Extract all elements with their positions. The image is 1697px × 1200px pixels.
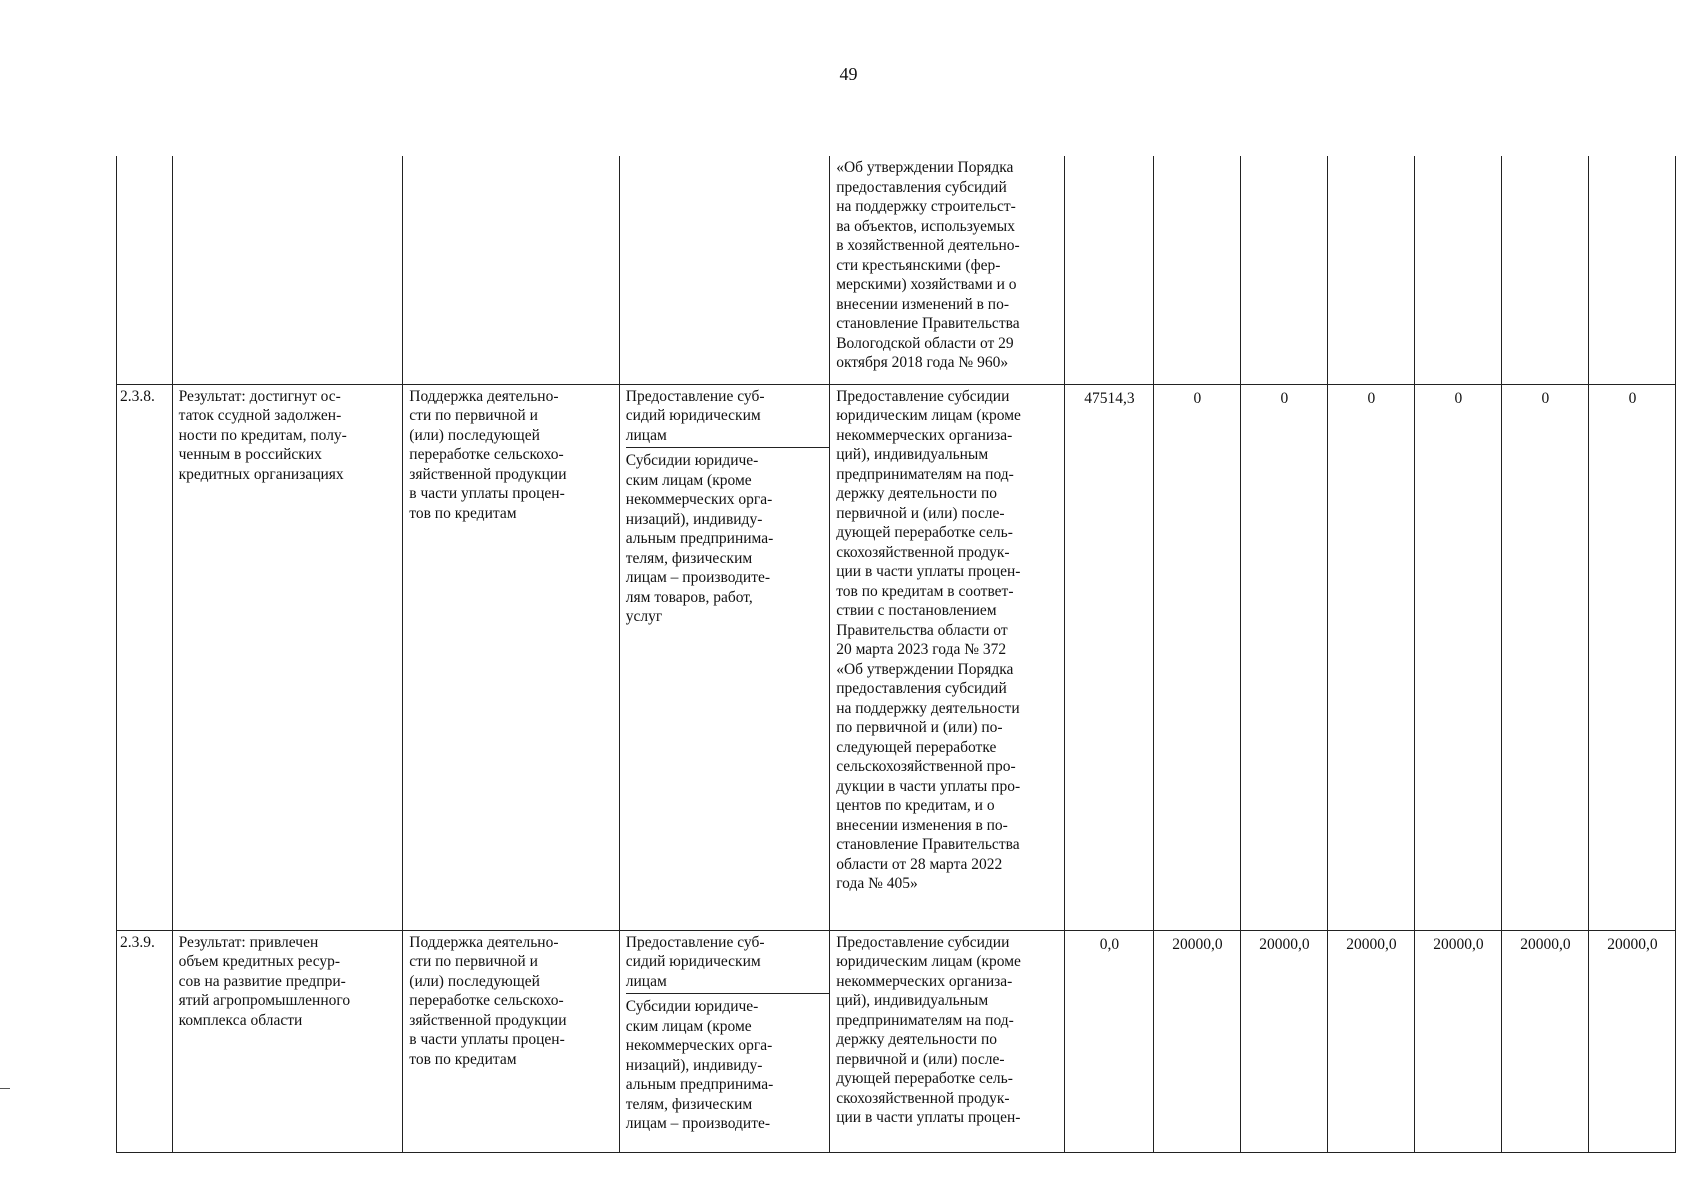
cell-value: 0,0 <box>1064 930 1153 1152</box>
cell-result: Результат: достигнут ос- таток ссудной задолжен- ности по кредитам, полу- ченным в российских кредитных организациях <box>172 384 403 930</box>
cell-support: Поддержка деятельно- сти по первичной и (или) последующей переработке сельскохо- зяйственной продукции в части уплаты процен- тов по кредитам <box>403 384 619 930</box>
cell-value: 20000,0 <box>1588 930 1675 1152</box>
cell-form <box>619 384 829 930</box>
table-row <box>117 930 1676 1152</box>
cell-value: 20000,0 <box>1240 930 1327 1152</box>
cell-support: Поддержка деятельно- сти по первичной и (или) последующей переработке сельскохо- зяйственной продукции в части уплаты процен- тов по кредитам <box>403 930 619 1152</box>
cell-value <box>1588 156 1675 384</box>
form-recipients: Субсидии юридиче- ским лицам (кроме некоммерческих орга- низаций), индивиду- альным предпринима- телям, физическим лицам – производите- лям товаров, работ, услуг <box>625 452 774 625</box>
cell-legal-basis: Предоставление субсидии юридическим лицам (кроме некоммерческих организа- ций), индивидуальным предпринимателям на под- держку деятельности по первичной и (или) после- дующей переработке сель- скохозяйственной продук- ции в части уплаты процен- тов по кредитам в соответ- ствии с постановлением Правительства области от 20 марта 2023 года № 372 «Об утверждении Порядка предоставления субсидий на поддержку деятельности по первичной и (или) по- следующей переработке сельскохозяйственной про- дукции в части уплаты про- центов по кредитам, и о внесении изменения в по- становление Правительства области от 28 марта 2022 года № 405» <box>830 384 1065 930</box>
scan-edge-mark <box>0 1088 10 1089</box>
cell-value: 0 <box>1501 384 1588 930</box>
cell-value <box>1064 156 1153 384</box>
page-number: 49 <box>839 64 858 84</box>
table-row-continuation <box>117 156 1676 384</box>
form-type: Предоставление суб- сидий юридическим лицам <box>626 933 829 995</box>
cell-form <box>619 930 829 1152</box>
table-row <box>117 384 1676 930</box>
cell-value: 0 <box>1240 384 1327 930</box>
cell-result: Результат: привлечен объем кредитных ресур- сов на развитие предпри- ятий агропромышленного комплекса области <box>172 930 403 1152</box>
cell-value: 20000,0 <box>1327 930 1414 1152</box>
cell-value: 0 <box>1153 384 1240 930</box>
cell-value <box>1153 156 1240 384</box>
cell-index: 2.3.8. <box>117 384 173 930</box>
cell-legal-basis: «Об утверждении Порядка предоставления субсидий на поддержку строительст- ва объектов, используемых в хозяйственной деятельно- сти крестьянскими (фер- мерскими) хозяйствами и о внесении изменений в по- становление Правительства Вологодской области от 29 октября 2018 года № 960» <box>830 156 1065 384</box>
document-table <box>116 156 1676 1153</box>
cell-index: 2.3.9. <box>117 930 173 1152</box>
form-type: Предоставление суб- сидий юридическим лицам <box>626 387 829 449</box>
cell-value <box>1240 156 1327 384</box>
cell-value: 47514,3 <box>1064 384 1153 930</box>
cell-value <box>1414 156 1501 384</box>
cell-form <box>619 156 829 384</box>
form-recipients: Субсидии юридиче- ским лицам (кроме некоммерческих орга- низаций), индивиду- альным предпринима- телям, физическим лицам – производите- <box>625 998 774 1132</box>
cell-value: 20000,0 <box>1153 930 1240 1152</box>
cell-index <box>117 156 173 384</box>
cell-value: 20000,0 <box>1414 930 1501 1152</box>
cell-support <box>403 156 619 384</box>
cell-value <box>1501 156 1588 384</box>
cell-legal-basis: Предоставление субсидии юридическим лицам (кроме некоммерческих организа- ций), индивидуальным предпринимателям на под- держку деятельности по первичной и (или) после- дующей переработке сель- скохозяйственной продук- ции в части уплаты процен- <box>830 930 1065 1152</box>
cell-value <box>1327 156 1414 384</box>
cell-value: 20000,0 <box>1501 930 1588 1152</box>
cell-value: 0 <box>1327 384 1414 930</box>
cell-value: 0 <box>1414 384 1501 930</box>
cell-result <box>172 156 403 384</box>
cell-value: 0 <box>1588 384 1675 930</box>
